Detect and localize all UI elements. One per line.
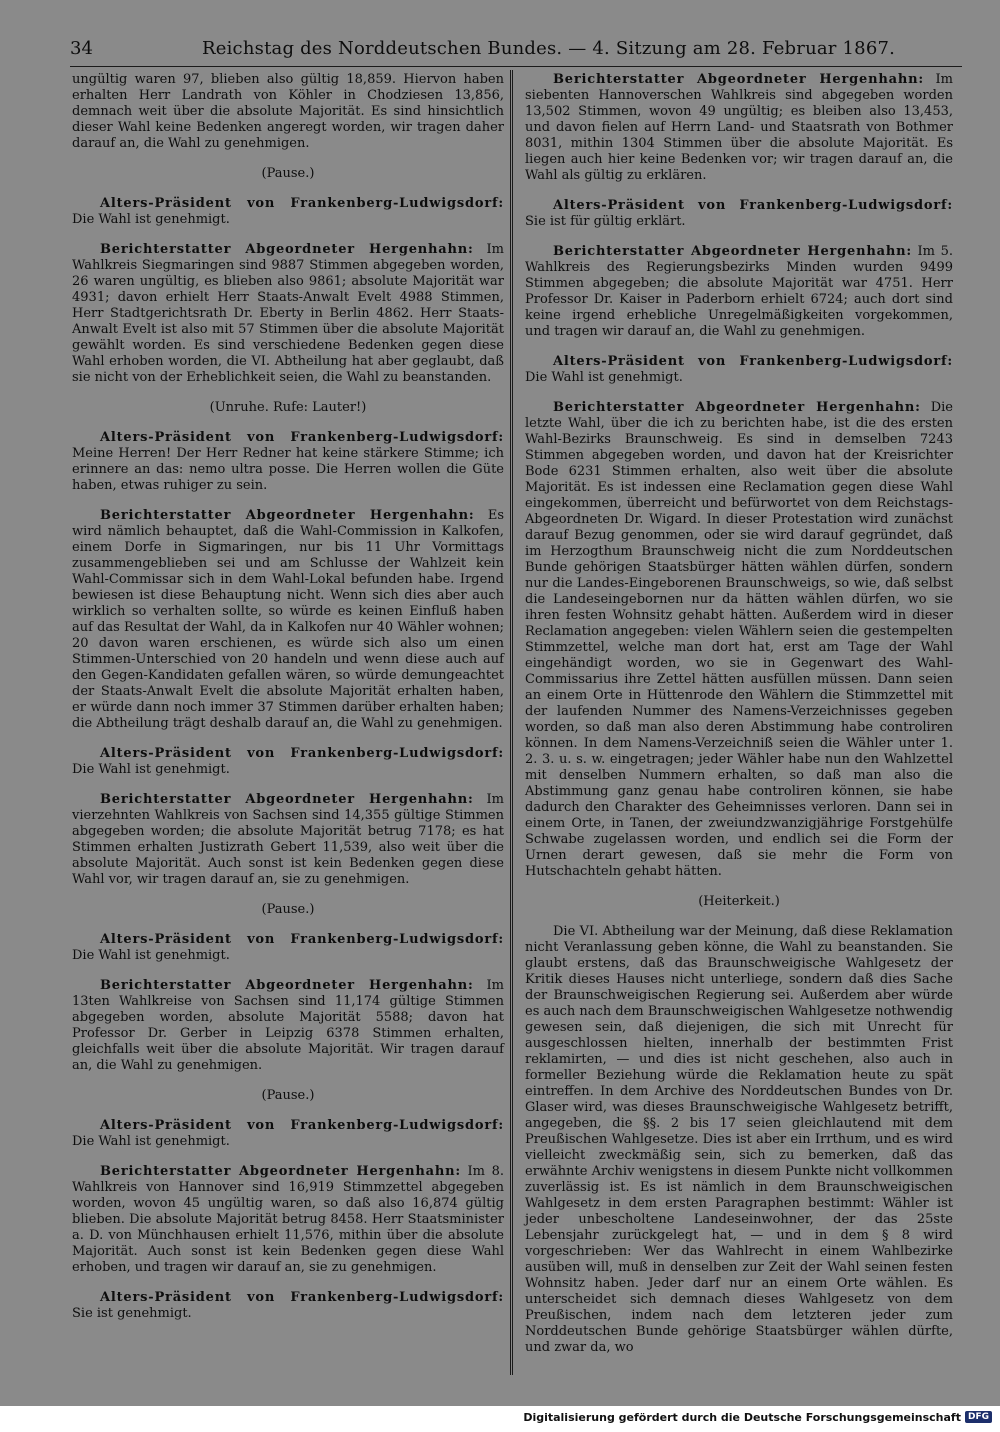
- left-column: [72, 72, 504, 1336]
- speech-paragraph: [72, 746, 504, 778]
- running-title: Reichstag des Norddeutschen Bundes. — 4. Sitzung am 28. Februar 1867.: [202, 38, 896, 59]
- header-rule: [70, 66, 962, 67]
- paragraph-text: Meine Herren! Der Herr Redner hat keine stärkere Stimme; ich erinnere an das: nemo ultra posse. Die Herren wollen die Güte haben, etwas ruhiger zu sein.: [72, 446, 504, 493]
- paragraph-text: Im vierzehnten Wahlkreis von Sachsen sind 14,355 gültige Stimmen abgegeben worden; die absolute Majorität betrug 7178; es hat Stimmen erhalten Justizrath Gebert 11,539, also weit über die absolute Majorität. Auch sonst ist kein Bedenken gegen diese Wahl vor, wir tragen darauf an, sie zu genehmigen.: [72, 792, 504, 887]
- speech-paragraph: [72, 508, 504, 732]
- speaker-label: Alters-Präsident von Frankenberg-Ludwigsdorf:: [100, 932, 504, 947]
- dfg-logo-icon: DFG: [965, 1411, 992, 1423]
- speech-paragraph: [72, 978, 504, 1074]
- speaker-label: Berichterstatter Abgeordneter Hergenhahn:: [553, 400, 921, 415]
- speech-paragraph: [72, 1164, 504, 1276]
- speaker-label: Alters-Präsident von Frankenberg-Ludwigsdorf:: [553, 354, 953, 369]
- paragraph-text: Die VI. Abtheilung war der Meinung, daß diese Reklamation nicht Veranlassung geben könne, die Wahl zu beanstanden. Sie glaubt erstens, daß das Braunschweigische Wahlgesetz der Kritik dieses Hauses nicht unterliege, sondern daß dies Sache der Braunschweigischen Regierung sei. Außerdem aber würde es auch nach dem Braunschweigischen Wahlgesetze nothwendig gewesen sein, daß diejenigen, die sich mit Unrecht für ausgeschlossen hielten, innerhalb der bestimmten Frist reklamirten, — und dies ist nicht geschehen, also auch in formeller Beziehung würde die Reklamation heute zu spät eintreffen. In dem Archive des Norddeutschen Bundes von Dr. Glaser wird, was dieses Braunschweigische Wahlgesetz betrifft, angegeben, die §§. 2 bis 17 seien gleichlautend mit dem Preußischen Wahlgesetze. Dies ist aber ein Irrthum, und es wird vielleicht zweckmäßig sein, sich zu bemerken, daß das erwähnte Archiv wenigstens in diesem Punkte nicht vollkommen zuverlässig ist. Es ist nämlich in dem Braunschweigischen Wahlgesetz in dem ersten Paragraphen bestimmt: Wähler ist jeder unbescholtene Landeseinwohner, der das 25ste Lebensjahr zurückgelegt hat, — und in dem § 8 wird vorgeschrieben: Wer das Wahlrecht in einem Wahlbezirke ausüben will, muß in denselben zur Zeit der Wahl seinen festen Wohnsitz haben. Jeder darf nur an einem Orte wählen. Es unterscheidet sich demnach dieses Wahlgesetz von dem Preußischen, indem nach dem letzteren jeder zum Norddeutschen Bunde gehörige Staatsbürger wählen dürfte, und zwar da, wo: [525, 924, 953, 1355]
- stage-note: (Unruhe. Rufe: Lauter!): [209, 400, 367, 415]
- page-header: [70, 38, 960, 64]
- speech-paragraph: [72, 242, 504, 386]
- speaker-label: Berichterstatter Abgeordneter Hergenhahn:: [553, 244, 912, 259]
- speech-paragraph: [72, 430, 504, 494]
- column-divider: [510, 70, 513, 1375]
- speaker-label: Alters-Präsident von Frankenberg-Ludwigsdorf:: [100, 430, 504, 445]
- paragraph-text: Die letzte Wahl, über die ich zu berichten habe, ist die des ersten Wahl-Bezirks Braunschweig. Es sind in demselben 7243 Stimmen abgegeben worden, und davon hat der Kreisrichter Bode 6231 Stimmen erhalten, also weit über die absolute Majorität. Es ist indessen eine Reclamation gegen diese Wahl eingekommen, überreicht und befürwortet von dem Reichstags-Abgeordneten Dr. Wigard. In dieser Protestation wird zunächst darauf Bezug genommen, oder sie wird darauf gegründet, daß im Herzogthum Braunschweig nicht die zum Norddeutschen Bunde gehörigen Staatsbürger hätten wählen dürfen, sondern nur die Landes-Eingeborenen Braunschweigs, so wie, daß selbst die Landeseingebornen nur da hätten wählen dürfen, wo sie ihren festen Wohnsitz gehabt hätten. Außerdem wird in dieser Reclamation angegeben: vielen Wählern seien die gestempelten Stimmzettel, welche man dort hat, erst am Tage der Wahl eingehändigt worden, wo sie in Gegenwart des Wahl-Commissarius ihre Zettel hätten ausfüllen müssen. Dann seien an einem Orte in Hüttenrode den Wählern die Stimmzettel mit der laufenden Nummer des Namens-Verzeichnisses gegeben worden, so daß man also deren Abstimmung habe controliren können. In dem Namens-Verzeichniß seien die Wähler unter 1. 2. 3. u. s. w. eingetragen; jeder Wähler habe nun den Wahlzettel mit denselben Nummern erhalten, so daß man also die Abstimmung ganz genau habe controliren können, sie habe dadurch den Charakter des Geheimnisses verloren. Dann sei in einem Orte, in Tanen, der zweiundzwanzigjährige Forstgehülfe Schwabe zugelassen worden, und endlich sei die Form der Urnen derart gewesen, daß sie mehr die Form von Hutschachteln gehabt hätten.: [525, 400, 953, 879]
- paragraph-text: Im siebenten Hannoverschen Wahlkreis sind abgegeben worden 13,502 Stimmen, wovon 49 ungültig; es bleiben also 13,453, und davon fielen auf Herrn Land- und Staatsrath von Bothmer 8031, mithin 1304 Stimmen über die absolute Majorität. Es liegen auch hier keine Bedenken vor; wir tragen darauf an, die Wahl als gültig zu erklären.: [525, 72, 953, 183]
- text-paragraph: [525, 924, 953, 1356]
- footer: [523, 1408, 992, 1426]
- speaker-label: Alters-Präsident von Frankenberg-Ludwigsdorf:: [100, 196, 504, 211]
- paragraph-text: Die Wahl ist genehmigt.: [72, 948, 230, 963]
- speech-paragraph: [72, 1290, 504, 1322]
- speaker-label: Alters-Präsident von Frankenberg-Ludwigsdorf:: [100, 746, 504, 761]
- speaker-label: Alters-Präsident von Frankenberg-Ludwigsdorf:: [553, 198, 953, 213]
- speaker-label: Berichterstatter Abgeordneter Hergenhahn:: [553, 72, 924, 87]
- page-number: 34: [70, 38, 93, 59]
- speech-paragraph: [525, 72, 953, 184]
- paragraph-text: Im 13ten Wahlkreise von Sachsen sind 11,174 gültige Stimmen abgegeben worden, absolute Majorität 5588; davon hat Professor Dr. Gerber in Leipzig 6378 Stimmen erhalten, gleichfalls weit über die absolute Majorität. Wir tragen darauf an, die Wahl zu genehmigen.: [72, 978, 504, 1073]
- stage-note: (Pause.): [261, 1088, 315, 1103]
- speech-paragraph: [525, 198, 953, 230]
- paragraph-text: Im Wahlkreis Siegmaringen sind 9887 Stimmen abgegeben worden, 26 waren ungültig, es blieben also 9861; absolute Majorität war 4931; davon erhielt Herr Staats-Anwalt Evelt 4988 Stimmen, Herr Stadtgerichtsrath Dr. Eberty in Berlin 4862. Herr Staats-Anwalt Evelt ist also mit 57 Stimmen über die absolute Majorität gewählt worden. Es sind verschiedene Bedenken gegen diese Wahl erhoben worden, die VI. Abtheilung hat aber geglaubt, daß sie nicht von der Erheblichkeit seien, die Wahl zu beanstanden.: [72, 242, 504, 385]
- speech-paragraph: [72, 196, 504, 228]
- speech-paragraph: [72, 1118, 504, 1150]
- speech-paragraph: [525, 244, 953, 340]
- speech-paragraph: [525, 400, 953, 880]
- stage-note: (Heiterkeit.): [698, 894, 780, 909]
- paragraph-text: ungültig waren 97, blieben also gültig 18,859. Hiervon haben erhalten Herr Landrath von Köhler in Chodziesen 13,856, demnach weit über die absolute Majorität. Es sind hinsichtlich dieser Wahl keine Bedenken angeregt worden, wir tragen daher darauf an, die Wahl zu genehmigen.: [72, 72, 504, 151]
- paragraph-text: Sie ist für gültig erklärt.: [525, 214, 686, 229]
- stage-note: (Pause.): [261, 166, 315, 181]
- paragraph-text: Die Wahl ist genehmigt.: [72, 762, 230, 777]
- stage-note: (Pause.): [261, 902, 315, 917]
- speaker-label: Berichterstatter Abgeordneter Hergenhahn:: [100, 1164, 461, 1179]
- speaker-label: Berichterstatter Abgeordneter Hergenhahn:: [100, 978, 474, 993]
- speaker-label: Alters-Präsident von Frankenberg-Ludwigsdorf:: [100, 1118, 504, 1133]
- speaker-label: Alters-Präsident von Frankenberg-Ludwigsdorf:: [100, 1290, 504, 1305]
- paragraph-text: Die Wahl ist genehmigt.: [72, 212, 230, 227]
- paragraph-text: Im 5. Wahlkreis des Regierungsbezirks Minden wurden 9499 Stimmen abgegeben; die absolute Majorität war 4751. Herr Professor Dr. Kaiser in Paderborn erhielt 6724; auch dort sind keine irgend erhebliche Unregelmäßigkeiten vorgekommen, und tragen wir darauf an, die Wahl zu genehmigen.: [525, 244, 953, 339]
- paragraph-text: Im 8. Wahlkreis von Hannover sind 16,919 Stimmzettel abgegeben worden, wovon 45 ungültig waren, so daß also 16,874 gültig blieben. Die absolute Majorität betrug 8458. Herr Staatsminister a. D. von Münchhausen erhielt 11,576, mithin über die absolute Majorität. Auch sonst ist kein Bedenken gegen diese Wahl erhoben, und tragen wir darauf an, sie zu genehmigen.: [72, 1164, 504, 1275]
- paragraph-text: Es wird nämlich behauptet, daß die Wahl-Commission in Kalkofen, einem Dorfe in Sigmaringen, nur bis 11 Uhr Vormittags zusammengeblieben sei und am Schlusse der Wahlzeit kein Wahl-Commissar sich in dem Wahl-Lokal befunden habe. Irgend bewiesen ist diese Behauptung nicht. Wenn sich dies aber auch wirklich so verhalten sollte, so würde es keinen Einfluß haben auf das Resultat der Wahl, da in Kalkofen nur 40 Wähler wohnen; 20 davon waren erschienen, es würde sich also um einen Stimmen-Unterschied von 20 handeln und wenn diese auch auf den Gegen-Kandidaten gefallen wären, so würde demungeachtet der Staats-Anwalt Evelt die absolute Majorität erhalten haben, er würde dann noch immer 37 Stimmen darüber erhalten haben; die Abtheilung trägt deshalb darauf an, die Wahl zu genehmigen.: [72, 508, 504, 731]
- paragraph-text: Sie ist genehmigt.: [72, 1306, 192, 1321]
- footer-text: Digitalisierung gefördert durch die Deutsche Forschungsgemeinschaft: [523, 1410, 961, 1424]
- speech-paragraph: [72, 932, 504, 964]
- speaker-label: Berichterstatter Abgeordneter Hergenhahn:: [100, 242, 474, 257]
- right-column: [525, 72, 953, 1370]
- paragraph-text: Die Wahl ist genehmigt.: [72, 1134, 230, 1149]
- speaker-label: Berichterstatter Abgeordneter Hergenhahn:: [100, 508, 475, 523]
- paragraph-text: Die Wahl ist genehmigt.: [525, 370, 683, 385]
- speaker-label: Berichterstatter Abgeordneter Hergenhahn:: [100, 792, 474, 807]
- speech-paragraph: [72, 792, 504, 888]
- text-paragraph: [72, 72, 504, 152]
- speech-paragraph: [525, 354, 953, 386]
